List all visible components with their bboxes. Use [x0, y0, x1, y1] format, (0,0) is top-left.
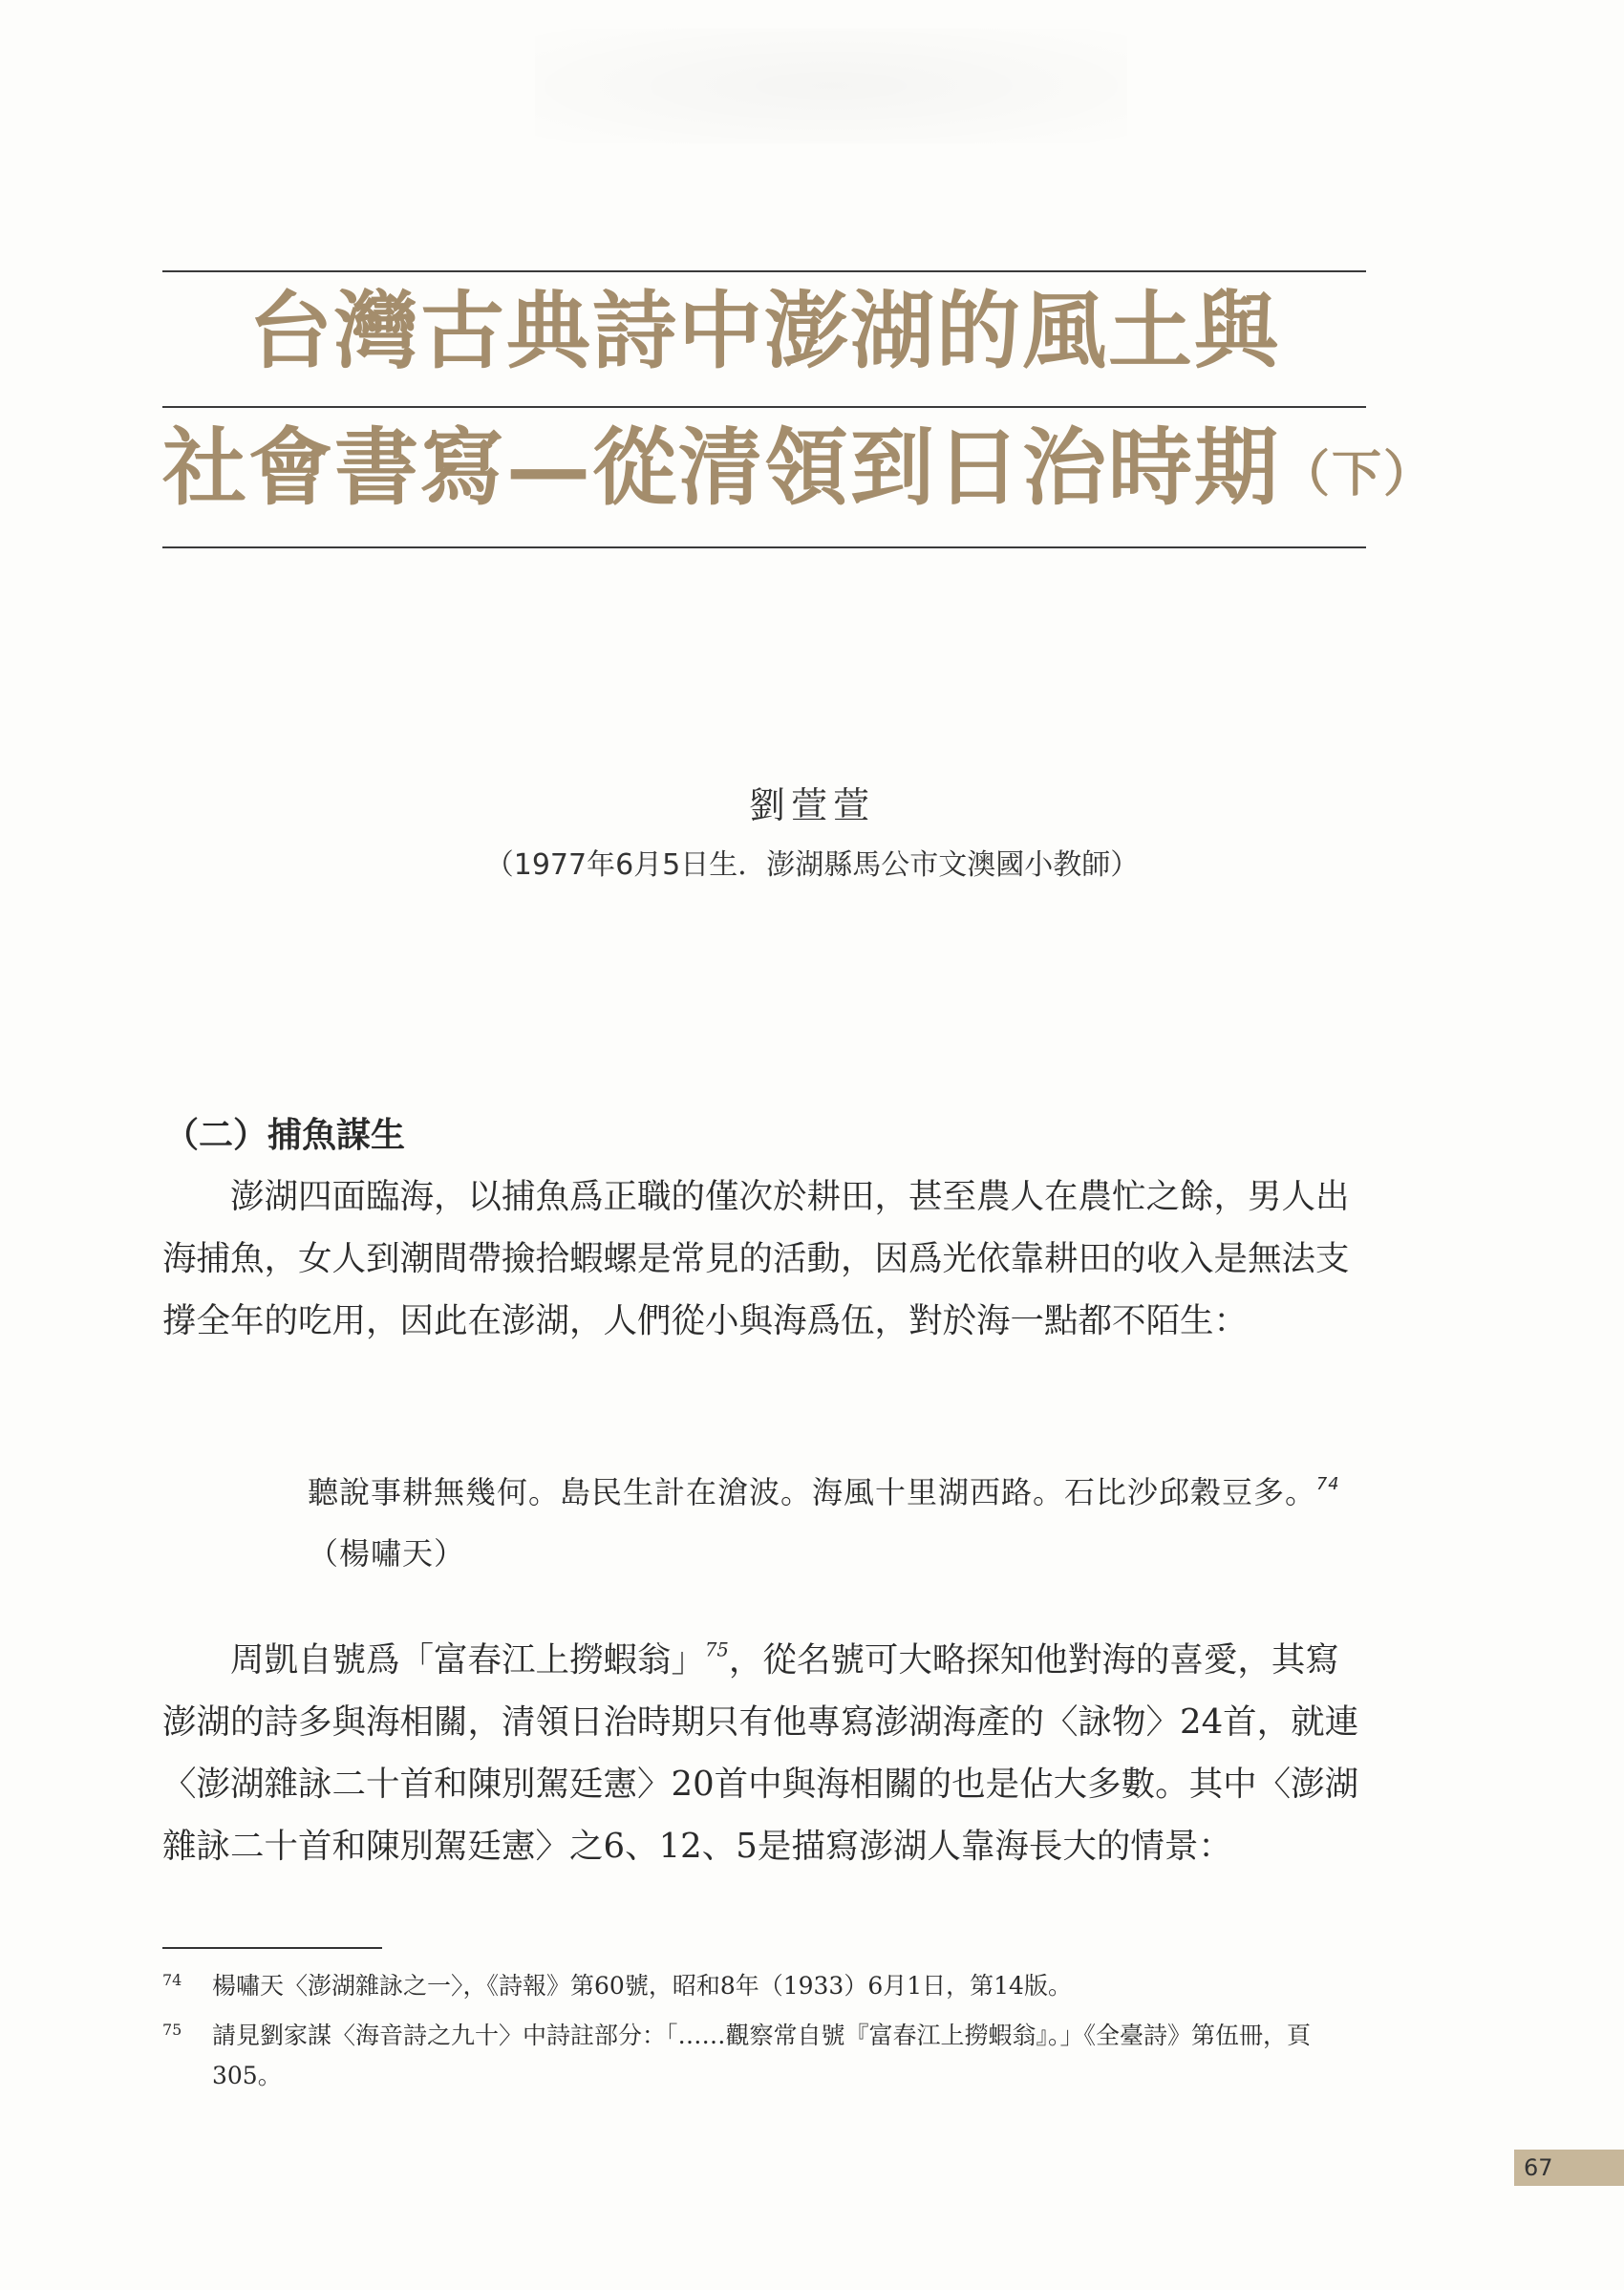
- footnote-ref-75[interactable]: 75: [705, 1638, 729, 1661]
- title-rule-middle: [162, 406, 1366, 408]
- page-number: 67: [1514, 2150, 1624, 2186]
- title-line-1: 台灣古典詩中澎湖的風土與: [247, 281, 1280, 380]
- footnote-divider: [162, 1947, 382, 1949]
- quote-text: 聽說事耕無幾何。島民生計在滄波。海風十里湖西路。石比沙邱穀豆多。: [308, 1474, 1317, 1510]
- title-line-2-main: 社會書寫—從清領到日治時期: [162, 417, 1281, 517]
- quote-attribution: （楊嘯天）: [308, 1535, 466, 1572]
- title-line-2: [162, 417, 1436, 517]
- paragraph-2: [162, 1629, 1368, 1877]
- footnote-75: [162, 2016, 1368, 2096]
- title-suffix: （下）: [1280, 445, 1436, 503]
- section-heading: （二）捕魚謀生: [164, 1116, 406, 1155]
- title-rule-bottom: [162, 546, 1366, 548]
- title-rule-top: [162, 270, 1366, 272]
- footnote-74-number: 74: [162, 1971, 182, 1989]
- paragraph-1: [162, 1166, 1368, 1352]
- paragraph-2-before: 周凱自號爲「富春江上撈蝦翁」: [230, 1640, 706, 1680]
- author-affiliation: （1977年6月5日生．澎湖縣馬公市文澳國小教師）: [484, 848, 1140, 882]
- paragraph-2-after: ，從名號可大略探知他對海的喜愛，其寫澎湖的詩多與海相關，清領日治時期只有他專寫澎湖海產的〈詠物〉24首，就連〈澎湖雜詠二十首和陳別駕廷憲〉20首中與海相關的也是佔大多數。其中〈澎湖雜詠二十首和陳別駕廷憲〉之6、12、5是描寫澎湖人靠海長大的情景：: [162, 1640, 1359, 1866]
- footnote-74: [162, 1966, 1368, 2006]
- footnote-74-text: 楊嘯天〈澎湖雜詠之一〉，《詩報》第60號，昭和8年（1933）6月1日，第14版。: [212, 1972, 1072, 2000]
- scan-smudge: [535, 29, 1127, 143]
- paragraph-1-text: 澎湖四面臨海，以捕魚爲正職的僅次於耕田，甚至農人在農忙之餘，男人出海捕魚，女人到潮間帶撿拾蝦螺是常見的活動，因爲光依靠耕田的收入是無法支撐全年的吃用，因此在澎湖，人們從小與海爲伍，對於海一點都不陌生：: [162, 1177, 1350, 1340]
- author-name: 劉萱萱: [748, 784, 875, 826]
- footnote-ref-74[interactable]: 74: [1316, 1474, 1340, 1494]
- footnote-75-text: 請見劉家謀〈海音詩之九十〉中詩註部分：「……觀察常自號『富春江上撈蝦翁』。」《全臺詩》第伍冊，頁305。: [212, 2022, 1312, 2089]
- poem-quote: [308, 1462, 1370, 1584]
- footnote-75-number: 75: [162, 2021, 182, 2039]
